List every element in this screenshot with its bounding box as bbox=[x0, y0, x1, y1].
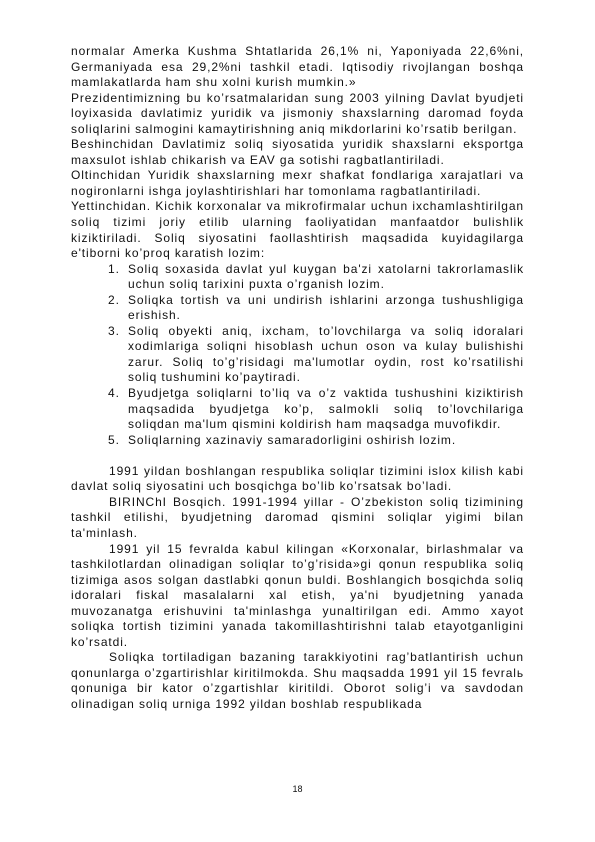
list-number: 1. bbox=[108, 261, 120, 276]
blank-line bbox=[71, 448, 524, 464]
list-item bbox=[71, 293, 524, 324]
list-item-text: Byudjetga soliqlarni to’liq va o’z vaktida tushushini kiziktirish maqsadida byudjetga ko’p, salmokli soliq to’lovchilariga soliqdan ma'lum qismini koldirish ham maqsadga muvofikdir. bbox=[128, 386, 524, 432]
list-number: 2. bbox=[108, 292, 120, 307]
paragraph: 1991 yil 15 fevralda kabul kilingan «Korxonalar, birlashmalar va tashkilotlardan olinadigan soliqlar to’g’risida»gi qonun respublika soliq tizimiga asos solgan dastlabki qonun buldi. Boshlangich bosqichda soliq idoralari fiskal masalalarni xal etish, ya'ni byudjetning yanada muvozanatga erishuvini ta'minlashga yunaltirilgan edi. Ammo xayot soliqka tortish tizimini yanada takomillashtirishni talab etayotganligini ko’rsatdi. bbox=[71, 541, 524, 649]
list-number: 3. bbox=[108, 323, 120, 338]
list-item bbox=[71, 386, 524, 433]
paragraph: normalar Amerka Kushma Shtatlarida 26,1% ni, Yaponiyada 22,6%ni, Germaniyada esa 29,2%ni tashkil etadi. Iqtisodiy rivojlangan boshqa mamlakatlarda ham shu xolni kurish mumkin.» bbox=[71, 44, 524, 90]
paragraph: Prezidentimizning bu ko’rsatmalaridan sung 2003 yilning Davlat byudjeti loyixasida davlatimiz yuridik va jismoniy shaxslarning daromad foyda soliqlarini salmogini kamaytirishning aniq mikdorlarini ko’rsatib berilgan. bbox=[71, 90, 524, 136]
paragraph: Oltinchidan Yuridik shaxslarning mexr shafkat fondlariga xarajatlari va nogironlarni ishga joylashtirishlari har tomonlama ragbatlantiriladi. bbox=[71, 168, 524, 198]
list-item-text: Soliqlarning xazinaviy samaradorligini oshirish lozim. bbox=[128, 432, 457, 447]
list-item-text: Soliq obyekti aniq, ixcham, to’lovchilarga va soliq idoralari xodimlariga soliqni hisoblash uchun oson va kulay bulishishi zarur. Soliq to’g’risidagi ma'lumotlar oydin, rost ko’rsatilishi soliq tushumini ko’paytiradi. bbox=[128, 323, 524, 385]
list-item-text: Soliq soxasida davlat yul kuygan ba'zi xatolarni takrorlamaslik uchun soliq tarixini puxta o’rganish lozim. bbox=[128, 261, 524, 292]
paragraph: 1991 yildan boshlangan respublika soliqlar tizimini islox kilish kabi davlat soliq siyosatini uch bosqichga bo’lib ko’rsatsak bo’ladi. bbox=[71, 463, 524, 494]
list-item bbox=[71, 433, 524, 449]
paragraph: Yettinchidan. Kichik korxonalar va mikrofirmalar uchun ixchamlashtirilgan soliq tizimi joriy etilib ularning faoliyatidan manfaatdor bulishlik kiziktiriladi. Soliq siyosatini faollashtirish maqsadida kuyidagilarga e'tiborni ko’proq karatish lozim: bbox=[71, 199, 524, 261]
list-item bbox=[71, 262, 524, 293]
page-number: 18 bbox=[292, 784, 303, 794]
list-item bbox=[71, 324, 524, 386]
list-number: 4. bbox=[108, 386, 120, 401]
numbered-list bbox=[71, 262, 524, 449]
list-item-text: Soliqka tortish va uni undirish ishlarini arzonga tushushligiga erishish. bbox=[128, 292, 524, 323]
paragraph: Beshinchidan Davlatimiz soliq siyosatida yuridik shaxslarni eksportga maxsulot ishlab chikarish va EAV ga sotishi ragbatlantiriladi. bbox=[71, 137, 524, 167]
list-number: 5. bbox=[108, 432, 120, 447]
paragraph: Soliqka tortiladigan bazaning tarakkiyotini rag’batlantirish uchun qonunlarga o’zgartirishlar kiritilmokda. Shu maqsadda 1991 yil 15 fevralь qonuniga bir kator o’zgartishlar kiritildi. Oborot solig’i va savdodan olinadigan soliq urniga 1992 yildan boshlab respublikada bbox=[71, 650, 524, 711]
paragraph: BIRINChI Bosqich. 1991-1994 yillar - O’zbekiston soliq tizimining tashkil etilishi, byudjetning daromad qismini soliqlar yigimi bilan ta'minlash. bbox=[71, 494, 524, 540]
body-text bbox=[71, 44, 524, 713]
